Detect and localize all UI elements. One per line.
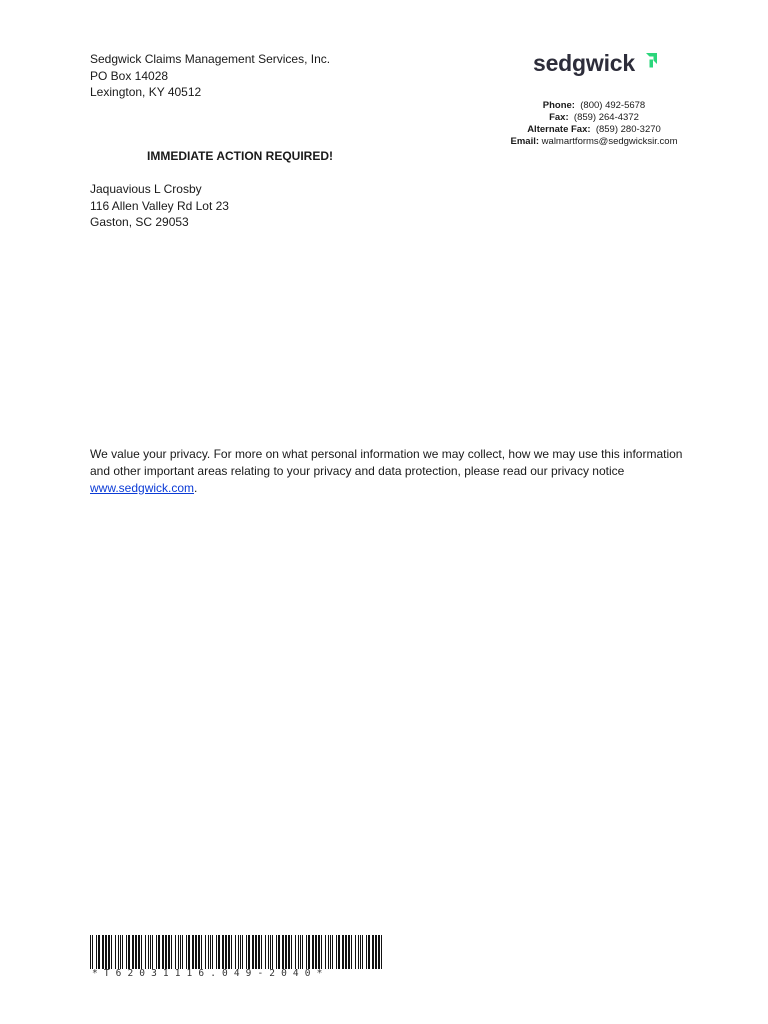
sender-city: Lexington, KY 40512 <box>90 85 202 100</box>
page-title: IMMEDIATE ACTION REQUIRED! <box>147 149 333 163</box>
privacy-link[interactable]: www.sedgwick.com <box>90 480 195 495</box>
barcode-bar <box>348 935 350 969</box>
barcode-bar <box>261 935 262 969</box>
recipient-address <box>90 181 229 231</box>
barcode-bar <box>201 935 202 969</box>
barcode-bar <box>248 935 250 969</box>
barcode-bar <box>120 935 121 969</box>
barcode-bar <box>182 935 183 969</box>
barcode-bar <box>145 935 146 969</box>
barcode-bar <box>291 935 292 969</box>
barcode-bar <box>216 935 217 969</box>
barcode-bar <box>152 935 153 969</box>
barcode-bar <box>192 935 194 969</box>
barcode-bar <box>168 935 170 969</box>
barcode-bar <box>252 935 254 969</box>
barcode-bar <box>162 935 164 969</box>
barcode-bar <box>375 935 377 969</box>
barcode-bar <box>332 935 333 969</box>
barcode-bar <box>282 935 284 969</box>
barcode-bar <box>338 935 340 969</box>
barcode-bar <box>368 935 370 969</box>
alt-fax-label: Alternate Fax: <box>527 124 591 135</box>
barcode-bar <box>126 935 127 969</box>
barcode-bar <box>372 935 374 969</box>
privacy-notice <box>90 446 690 496</box>
barcode-bar <box>118 935 119 969</box>
barcode-bar <box>366 935 367 969</box>
barcode-bar <box>336 935 337 969</box>
barcode-bar <box>318 935 320 969</box>
barcode-bar <box>381 935 382 969</box>
barcode-bar <box>158 935 160 969</box>
barcode-bar <box>141 935 142 969</box>
sedgwick-arrow-icon <box>642 52 658 68</box>
barcode-bar <box>238 935 239 969</box>
barcode-bar <box>178 935 179 969</box>
barcode-bar <box>208 935 209 969</box>
barcode-bar <box>186 935 187 969</box>
barcode <box>90 935 382 969</box>
barcode-bar <box>135 935 137 969</box>
barcode-bar <box>90 935 91 969</box>
barcode-bar <box>362 935 363 969</box>
barcode-bar <box>312 935 314 969</box>
contact-info <box>494 100 694 148</box>
barcode-bar <box>278 935 280 969</box>
barcode-bar <box>210 935 211 969</box>
privacy-end: . <box>194 480 198 495</box>
barcode-bar <box>345 935 347 969</box>
barcode-bar <box>240 935 241 969</box>
fax-line <box>494 112 694 124</box>
barcode-bar <box>242 935 243 969</box>
barcode-bar <box>205 935 206 969</box>
barcode-bar <box>288 935 290 969</box>
barcode-bar <box>295 935 296 969</box>
barcode-bar <box>355 935 356 969</box>
email-label: Email: <box>510 136 540 147</box>
barcode-bar <box>102 935 104 969</box>
barcode-bar <box>276 935 277 969</box>
recipient-name: Jaquavious L Crosby <box>90 182 202 196</box>
recipient-street: 116 Allen Valley Rd Lot 23 <box>90 198 229 213</box>
barcode-bar <box>302 935 303 969</box>
barcode-bar <box>300 935 301 969</box>
alt-fax-line <box>494 124 694 136</box>
email-address: walmartforms@sedgwicksir.com <box>541 136 678 147</box>
barcode-bar <box>180 935 181 969</box>
sedgwick-logo: sedgwick <box>533 50 635 76</box>
sender-po-box: PO Box 14028 <box>90 68 169 83</box>
barcode-bar <box>165 935 167 969</box>
barcode-bar <box>328 935 329 969</box>
barcode-bar <box>108 935 110 969</box>
barcode-bar <box>111 935 112 969</box>
phone-line <box>494 100 694 112</box>
barcode-bar <box>255 935 257 969</box>
email-line <box>494 136 694 148</box>
barcode-bar <box>128 935 130 969</box>
barcode-bar <box>218 935 220 969</box>
barcode-bar <box>138 935 140 969</box>
barcode-bar <box>306 935 307 969</box>
barcode-bar <box>330 935 331 969</box>
barcode-bar <box>115 935 116 969</box>
barcode-bar <box>325 935 326 969</box>
barcode-bar <box>228 935 230 969</box>
barcode-bar <box>148 935 149 969</box>
phone-label: Phone: <box>542 100 575 111</box>
barcode-bar <box>175 935 176 969</box>
privacy-text: We value your privacy. For more on what personal information we may collect, how we may use this information and other important areas relating to your privacy and data protection, please read our privacy notice <box>90 447 683 478</box>
barcode-bar <box>246 935 247 969</box>
barcode-bar <box>270 935 271 969</box>
barcode-bar <box>342 935 344 969</box>
barcode-bar <box>222 935 224 969</box>
barcode-bar <box>212 935 213 969</box>
barcode-bar <box>92 935 93 969</box>
barcode-bar <box>132 935 134 969</box>
barcode-bar <box>351 935 352 969</box>
barcode-bar <box>98 935 100 969</box>
barcode-bar <box>358 935 359 969</box>
barcode-bar <box>195 935 197 969</box>
barcode-bar <box>378 935 380 969</box>
barcode-bar <box>231 935 232 969</box>
barcode-bar <box>171 935 172 969</box>
barcode-bar <box>96 935 97 969</box>
recipient-city: Gaston, SC 29053 <box>90 215 189 230</box>
alt-fax-number: (859) 280-3270 <box>595 124 661 135</box>
barcode-bar <box>198 935 200 969</box>
barcode-bar <box>105 935 107 969</box>
barcode-bar <box>265 935 266 969</box>
barcode-bar <box>272 935 273 969</box>
barcode-bar <box>308 935 310 969</box>
barcode-bar <box>150 935 151 969</box>
fax-label: Fax: <box>549 112 569 123</box>
barcode-bar <box>122 935 123 969</box>
barcode-bar <box>360 935 361 969</box>
barcode-bar <box>156 935 157 969</box>
barcode-bar <box>321 935 322 969</box>
barcode-bar <box>298 935 299 969</box>
barcode-bar <box>268 935 269 969</box>
sender-address <box>90 51 330 101</box>
barcode-bar <box>285 935 287 969</box>
barcode-bar <box>315 935 317 969</box>
barcode-text: *T62031116.049-2040* <box>92 968 329 979</box>
barcode-bar <box>188 935 190 969</box>
barcode-bar <box>258 935 260 969</box>
barcode-bar <box>225 935 227 969</box>
sender-company: Sedgwick Claims Management Services, Inc. <box>90 52 331 66</box>
fax-number: (859) 264-4372 <box>573 112 639 123</box>
barcode-bar <box>235 935 236 969</box>
phone-number: (800) 492-5678 <box>580 100 646 111</box>
